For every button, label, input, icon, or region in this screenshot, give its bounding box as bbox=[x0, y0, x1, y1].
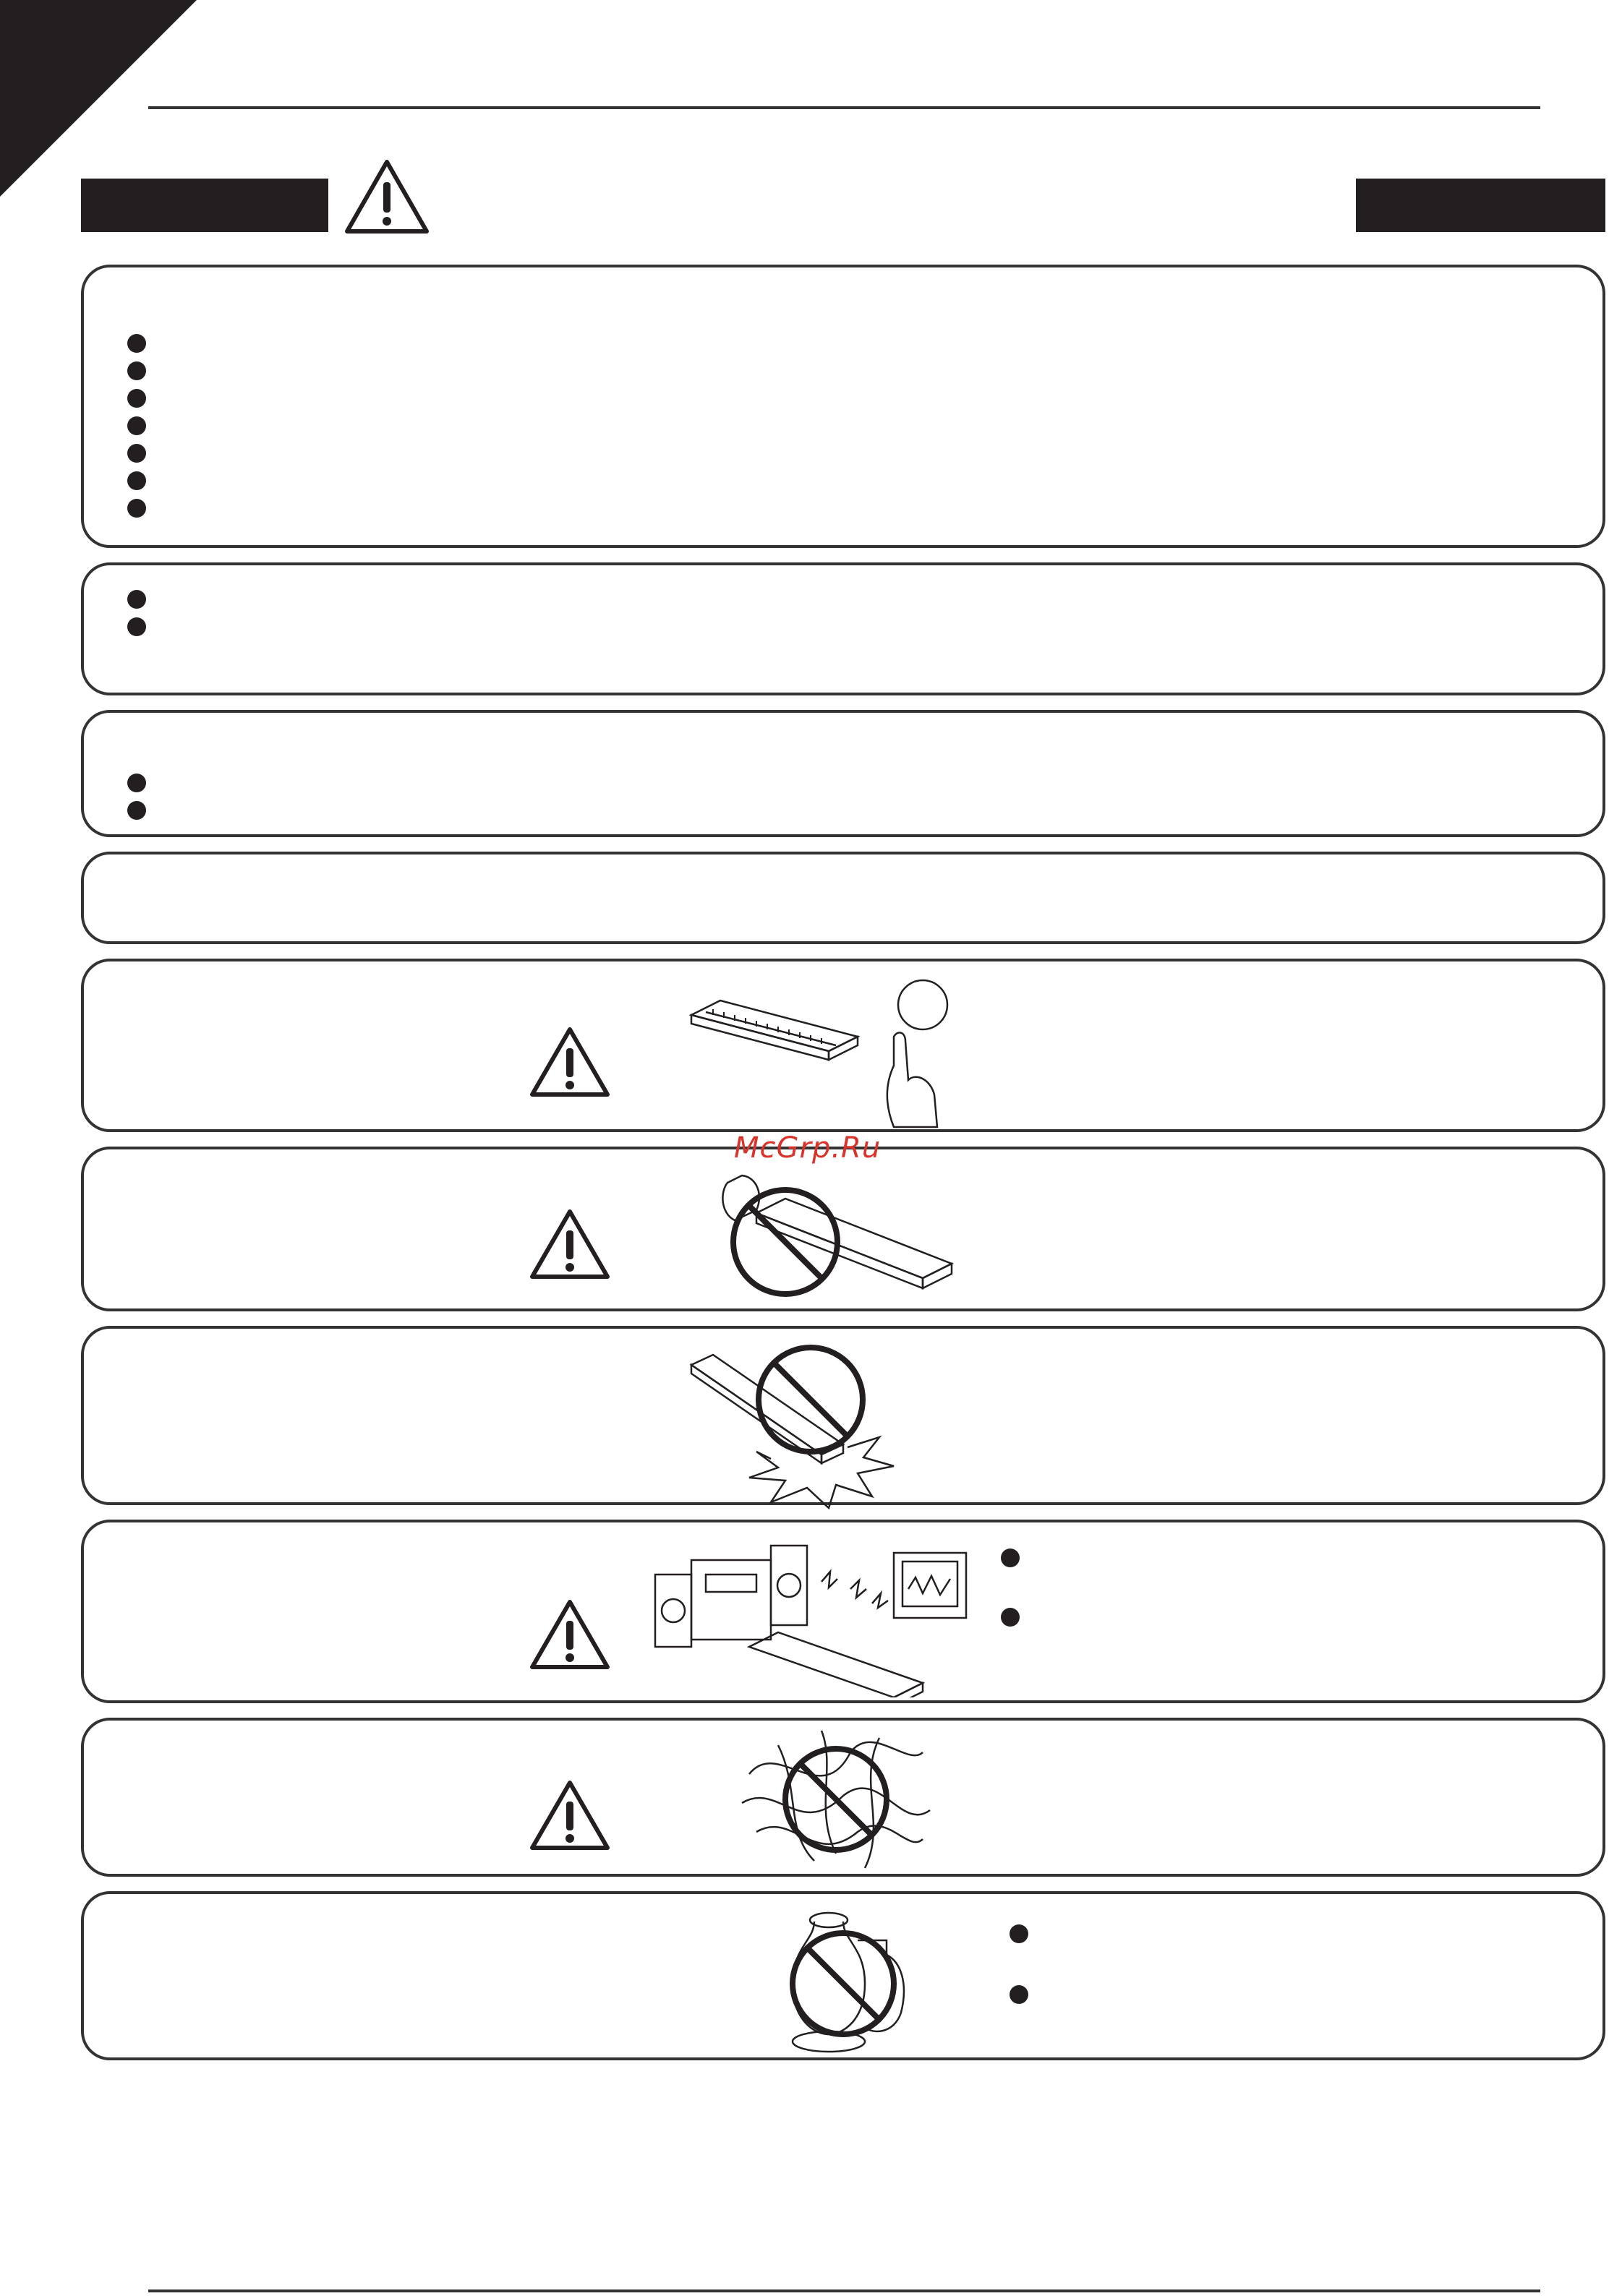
bullet bbox=[1001, 1548, 1020, 1567]
no-liquid-spill-illustration bbox=[713, 1162, 973, 1322]
caution-box-4 bbox=[81, 852, 1605, 944]
bottom-rule bbox=[148, 2289, 1540, 2292]
warning-triangle-icon bbox=[343, 158, 431, 236]
header-bar-right bbox=[1356, 179, 1605, 232]
bullet bbox=[127, 774, 146, 792]
top-rule bbox=[148, 106, 1540, 109]
warning-triangle-icon bbox=[528, 1025, 612, 1099]
warning-triangle-icon bbox=[528, 1778, 612, 1852]
piano-with-finger-illustration bbox=[684, 972, 973, 1131]
bullet bbox=[127, 801, 146, 820]
bullet bbox=[1010, 1985, 1028, 2004]
warning-triangle-icon bbox=[528, 1598, 612, 1671]
bullet bbox=[1001, 1608, 1020, 1627]
caution-box-3 bbox=[81, 710, 1605, 837]
caution-box-5 bbox=[81, 959, 1605, 1132]
warning-triangle-icon bbox=[528, 1207, 612, 1281]
page-corner-tab bbox=[0, 0, 202, 202]
bullet bbox=[127, 334, 146, 353]
header-bar-left bbox=[81, 179, 328, 232]
bullet bbox=[127, 444, 146, 463]
caution-box-7 bbox=[81, 1326, 1605, 1505]
bullet bbox=[1010, 1924, 1028, 1943]
watermark-text: McGrp.Ru bbox=[734, 1131, 882, 1165]
bullet bbox=[127, 389, 146, 408]
bullet bbox=[127, 361, 146, 380]
bullet bbox=[127, 416, 146, 435]
no-drop-illustration bbox=[684, 1336, 944, 1509]
caution-box-1 bbox=[81, 265, 1605, 548]
no-tangled-cables-illustration bbox=[735, 1723, 937, 1875]
bullet bbox=[127, 617, 146, 636]
bullet bbox=[127, 471, 146, 490]
electrical-interference-illustration bbox=[648, 1531, 995, 1697]
caution-box-6 bbox=[81, 1147, 1605, 1311]
bullet bbox=[127, 590, 146, 609]
caution-box-10 bbox=[81, 1891, 1605, 2060]
caution-box-9 bbox=[81, 1718, 1605, 1877]
no-vase-illustration bbox=[778, 1904, 923, 2063]
caution-box-2 bbox=[81, 562, 1605, 695]
bullet bbox=[127, 499, 146, 518]
caution-box-8 bbox=[81, 1520, 1605, 1703]
